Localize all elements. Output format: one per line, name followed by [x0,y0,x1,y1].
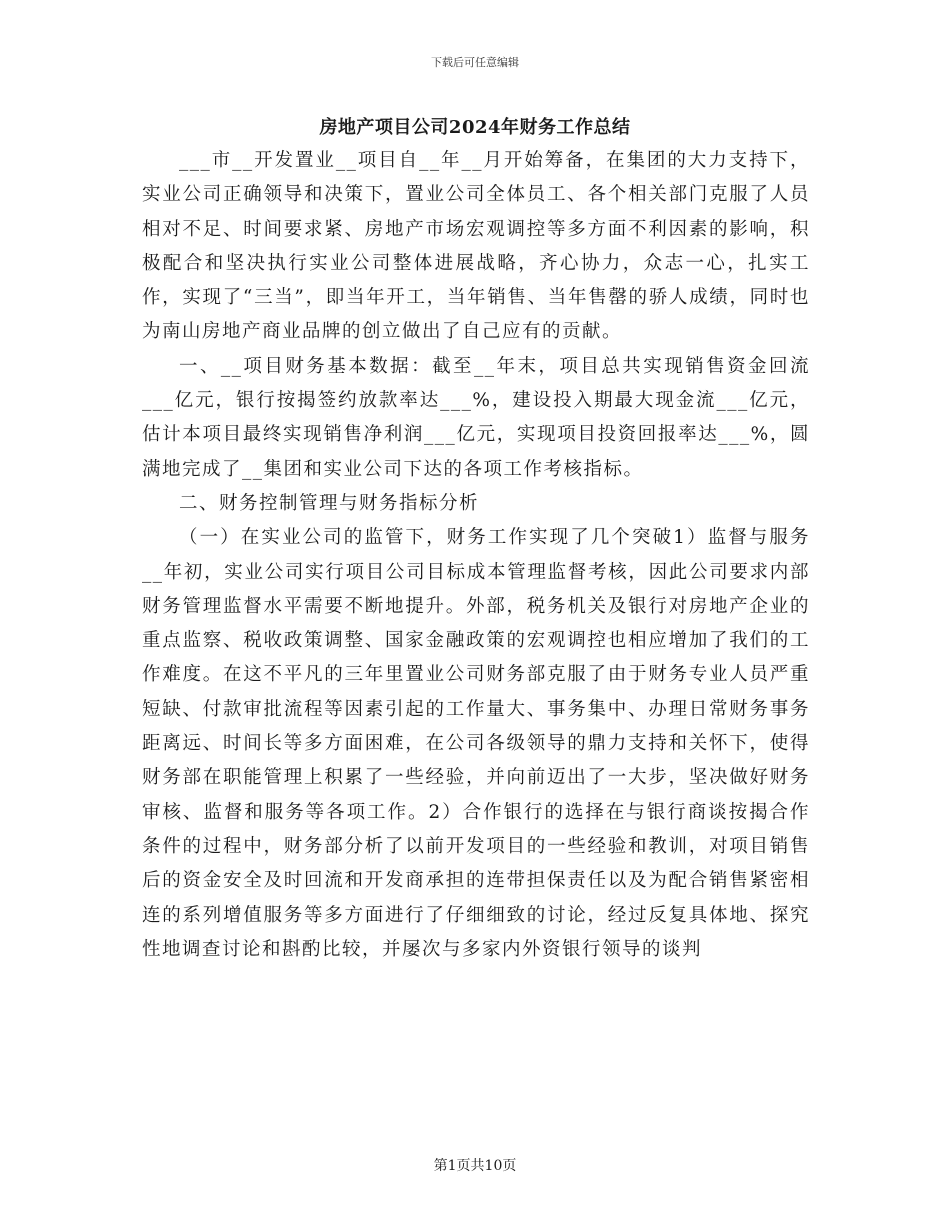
paragraph-section-2-1: （一）在实业公司的监管下，财务工作实现了几个突破1）监督与服务__年初，实业公司实行项目公司目标成本管理监督考核，因此公司要求内部财务管理监督水平需要不断地提升。外部，税务机关及银行对房地产企业的重点监察、税收政策调整、国家金融政策的宏观调控也相应增加了我们的工作难度。在这不平凡的三年里置业公司财务部克服了由于财务专业人员严重短缺、付款审批流程等因素引起的工作量大、事务集中、办理日常财务事务距离远、时间长等多方面困难，在公司各级领导的鼎力支持和关怀下，使得财务部在职能管理上积累了一些经验，并向前迈出了一大步，坚决做好财务审核、监督和服务等各项工作。2）合作银行的选择在与银行商谈按揭合作条件的过程中，财务部分析了以前开发项目的一些经验和教训，对项目销售后的资金安全及时回流和开发商承担的连带担保责任以及为配合销售紧密相连的系列增值服务等多方面进行了仔细细致的讨论，经过反复具体地、探究性地调查讨论和斟酌比较，并屡次与多家内外资银行领导的谈判 [142,527,810,960]
paragraph-section-1: 一、__项目财务基本数据：截至__年末，项目总共实现销售资金回流___亿元，银行按揭签约放款率达___%，建设投入期最大现金流___亿元，估计本项目最终实现销售净利润___亿元，实现项目投资回报率达___%，圆满地完成了__集团和实业公司下达的各项工作考核指标。 [142,355,810,480]
page-number-footer: 第1页共10页 [433,1158,517,1174]
document-title: 房地产项目公司2024年财务工作总结 [319,117,631,138]
header-note: 下载后可任意编辑 [431,56,519,69]
document-body [142,144,810,967]
paragraph-intro: ___市__开发置业__项目自__年__月开始筹备，在集团的大力支持下，实业公司正确领导和决策下，置业公司全体员工、各个相关部门克服了人员相对不足、时间要求紧、房地产市场宏观调控等多方面不利因素的影响，积极配合和坚决执行实业公司整体进展战略，齐心协力，众志一心，扎实工作，实现了“三当”，即当年开工，当年销售、当年售罄的骄人成绩，同时也为南山房地产商业品牌的创立做出了自己应有的贡献。 [142,150,810,343]
paragraph-section-2-heading: 二、财务控制管理与财务指标分析 [179,492,480,514]
